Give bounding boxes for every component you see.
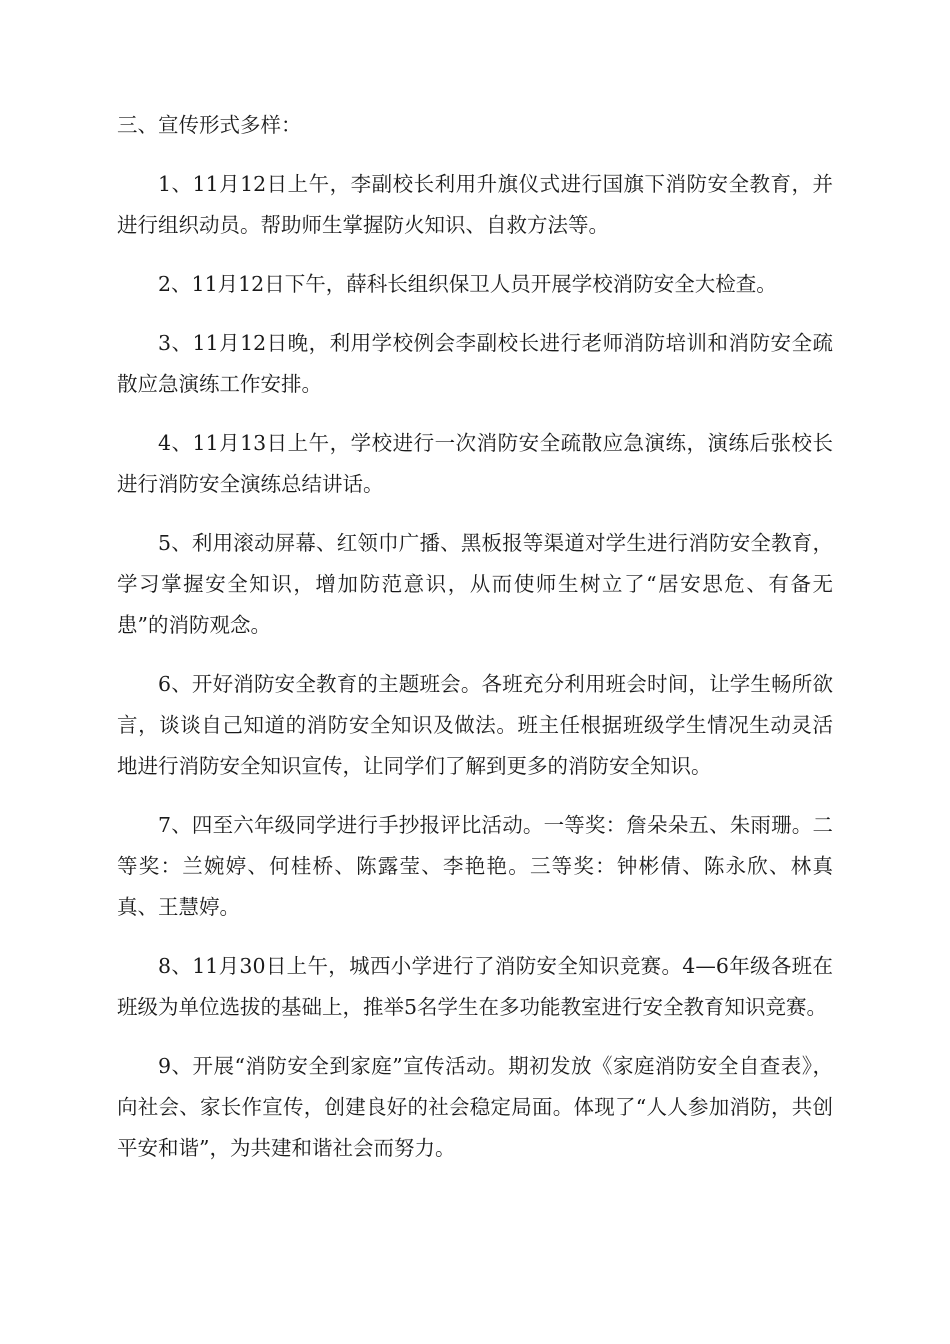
paragraph-4: 4、11月13日上午，学校进行一次消防安全疏散应急演练，演练后张校长进行消防安全演练总结讲话。 <box>117 431 833 496</box>
section-heading: 三、宣传形式多样： <box>117 113 302 137</box>
paragraph-2: 2、11月12日下午，薛科长组织保卫人员开展学校消防安全大检查。 <box>158 272 777 296</box>
document-page <box>117 105 833 1187</box>
paragraph-7: 7、四至六年级同学进行手抄报评比活动。一等奖：詹朵朵五、朱雨珊。二等奖：兰婉婷、何桂桥、陈露莹、李艳艳。三等奖：钟彬倩、陈永欣、林真真、王慧婷。 <box>117 813 833 919</box>
paragraph-9: 9、开展“消防安全到家庭”宣传活动。期初发放《家庭消防安全自查表》，向社会、家长作宣传，创建良好的社会稳定局面。体现了“人人参加消防，共创平安和谐”，为共建和谐社会而努力。 <box>117 1054 833 1160</box>
paragraph-6: 6、开好消防安全教育的主题班会。各班充分利用班会时间，让学生畅所欲言，谈谈自己知道的消防安全知识及做法。班主任根据班级学生情况生动灵活地进行消防安全知识宣传，让同学们了解到更多的消防安全知识。 <box>117 672 833 778</box>
paragraph-5: 5、利用滚动屏幕、红领巾广播、黑板报等渠道对学生进行消防安全教育，学习掌握安全知识，增加防范意识，从而使师生树立了“居安思危、有备无患”的消防观念。 <box>117 531 833 637</box>
paragraph-1: 1、11月12日上午，李副校长利用升旗仪式进行国旗下消防安全教育，并进行组织动员。帮助师生掌握防火知识、自救方法等。 <box>117 172 833 237</box>
paragraph-3: 3、11月12日晚，利用学校例会李副校长进行老师消防培训和消防安全疏散应急演练工作安排。 <box>117 331 833 396</box>
paragraph-8: 8、11月30日上午，城西小学进行了消防安全知识竞赛。4—6年级各班在班级为单位选拔的基础上，推举5名学生在多功能教室进行安全教育知识竞赛。 <box>117 954 833 1019</box>
